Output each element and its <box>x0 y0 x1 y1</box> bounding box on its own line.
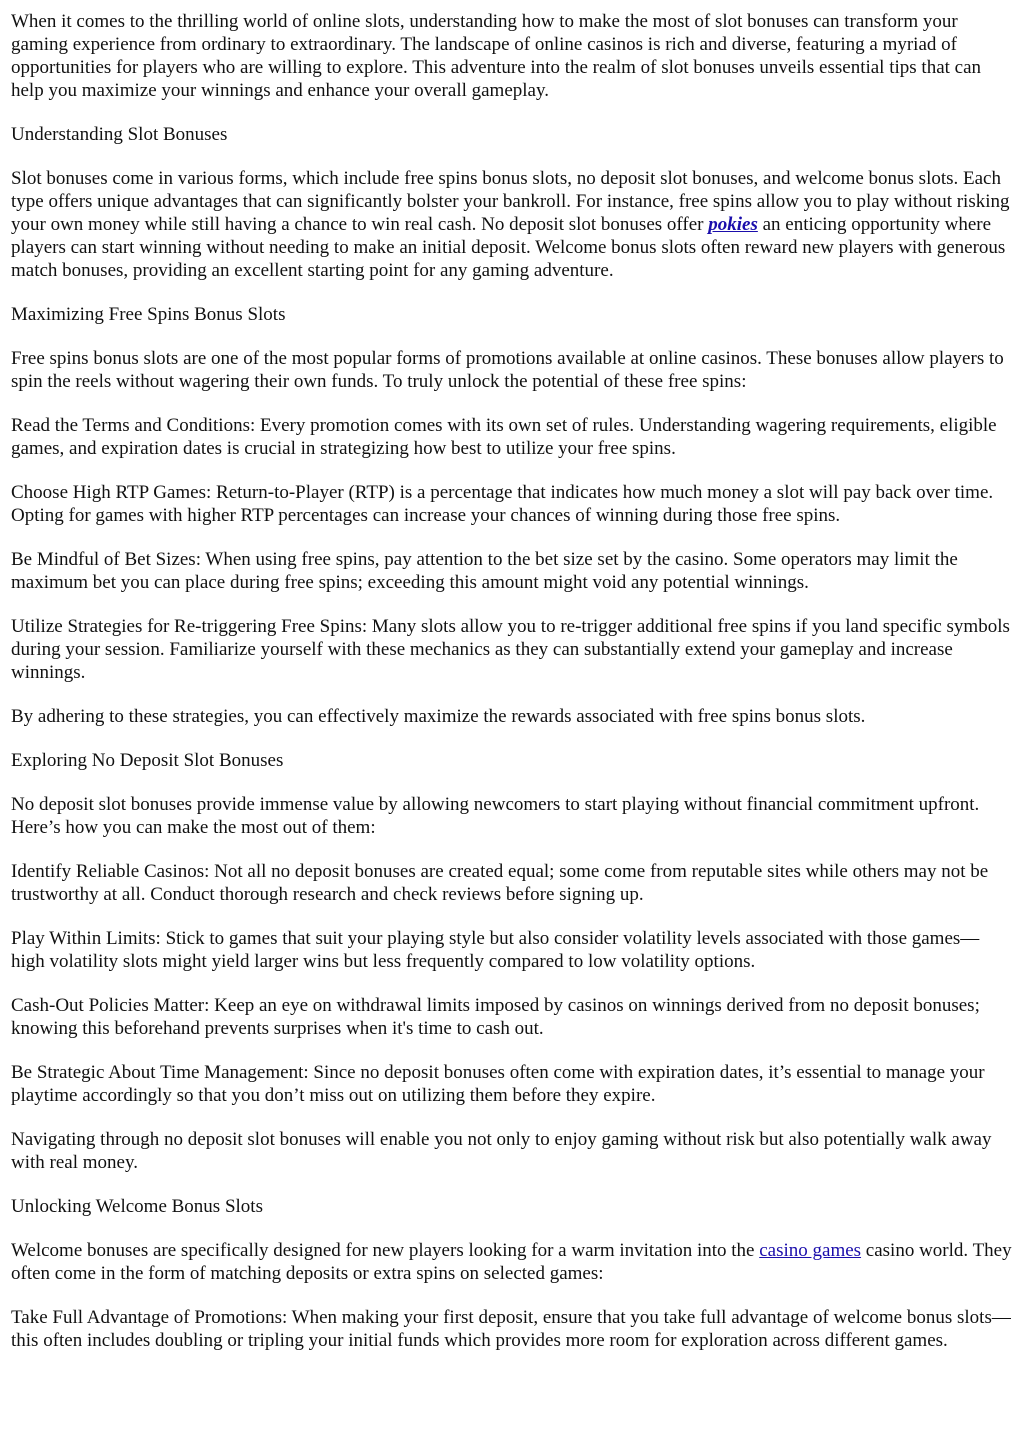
tip-cash-out: Cash-Out Policies Matter: Keep an eye on withdrawal limits imposed by casinos on winnings derived from no deposit bonuses; knowing this beforehand prevents surprises when it's time to cash out. <box>11 995 980 1039</box>
understanding-text-end: an enticing opportunity where players can start winning without needing to make an initial deposit. Welcome bonus slots often reward new players with generous match bonuses, providing an excellent starting point for any gaming adventure. <box>11 214 1006 281</box>
section-heading-welcome: Unlocking Welcome Bonus Slots <box>11 1196 263 1217</box>
tip-promotions: Take Full Advantage of Promotions: When making your first deposit, ensure that you take full advantage of welcome bonus slots—this often includes doubling or tripling your initial funds which provides more room for exploration across different games. <box>11 1307 1011 1351</box>
tip-play-within-limits: Play Within Limits: Stick to games that suit your playing style but also consider volatility levels associated with those games—high volatility slots might yield larger wins but less frequently compared to low volatility options. <box>11 928 980 972</box>
tip-reliable-casinos: Identify Reliable Casinos: Not all no deposit bonuses are created equal; some come from reputable sites while others may not be trustworthy at all. Conduct thorough research and check reviews before signing up. <box>11 861 989 905</box>
welcome-text-end: casino world. They often come in the form of matching deposits or extra spins on selected games: <box>11 1240 1012 1284</box>
adhering-paragraph: By adhering to these strategies, you can effectively maximize the rewards associated with free spins bonus slots. <box>11 706 866 727</box>
understanding-text-start: Slot bonuses come in various forms, which include free spins bonus slots, no deposit slot bonuses, and welcome bonus slots. Each type offers unique advantages that can significantly bolster your bankroll. For instance, free spins allow you to play without risking your own money while still having a chance to win real cash. No deposit slot bonuses offer <box>11 168 1010 235</box>
free-spins-paragraph: Free spins bonus slots are one of the most popular forms of promotions available at online casinos. These bonuses allow players to spin the reels without wagering their own funds. To truly unlock the potential of these free spins: <box>11 348 1004 392</box>
section-heading-understanding: Understanding Slot Bonuses <box>11 124 228 145</box>
no-deposit-paragraph: No deposit slot bonuses provide immense value by allowing newcomers to start playing without financial commitment upfront. Here’s how you can make the most out of them: <box>11 794 980 838</box>
navigating-paragraph: Navigating through no deposit slot bonuses will enable you not only to enjoy gaming without risk but also potentially walk away with real money. <box>11 1129 992 1173</box>
tip-bet-sizes: Be Mindful of Bet Sizes: When using free spins, pay attention to the bet size set by the casino. Some operators may limit the maximum bet you can place during free spins; exceeding this amount might void any potential winnings. <box>11 549 958 593</box>
casino-games-link[interactable]: casino games <box>759 1240 862 1261</box>
section-heading-no-deposit: Exploring No Deposit Slot Bonuses <box>11 750 284 771</box>
welcome-paragraph <box>11 1239 1013 1285</box>
tip-rtp: Choose High RTP Games: Return-to-Player (RTP) is a percentage that indicates how much money a slot will pay back over time. Opting for games with higher RTP percentages can increase your chances of winning during those free spins. <box>11 482 994 526</box>
tip-time-management: Be Strategic About Time Management: Since no deposit bonuses often come with expiration dates, it’s essential to manage your playtime accordingly so that you don’t miss out on utilizing them before they expire. <box>11 1062 985 1106</box>
welcome-text-start: Welcome bonuses are specifically designed for new players looking for a warm invitation into the <box>11 1240 760 1261</box>
pokies-link[interactable]: pokies <box>708 214 758 235</box>
tip-terms: Read the Terms and Conditions: Every promotion comes with its own set of rules. Understanding wagering requirements, eligible games, and expiration dates is crucial in strategizing how best to utilize your free spins. <box>11 415 997 459</box>
intro-paragraph: When it comes to the thrilling world of online slots, understanding how to make the most of slot bonuses can transform your gaming experience from ordinary to extraordinary. The landscape of online casinos is rich and diverse, featuring a myriad of opportunities for players who are willing to explore. This adventure into the realm of slot bonuses unveils essential tips that can help you maximize your winnings and enhance your overall gameplay. <box>11 11 982 101</box>
understanding-paragraph <box>11 167 1013 282</box>
tip-retrigger: Utilize Strategies for Re-triggering Free Spins: Many slots allow you to re-trigger additional free spins if you land specific symbols during your session. Familiarize yourself with these mechanics as they can substantially extend your gameplay and increase winnings. <box>11 616 1010 683</box>
section-heading-free-spins: Maximizing Free Spins Bonus Slots <box>11 304 286 325</box>
